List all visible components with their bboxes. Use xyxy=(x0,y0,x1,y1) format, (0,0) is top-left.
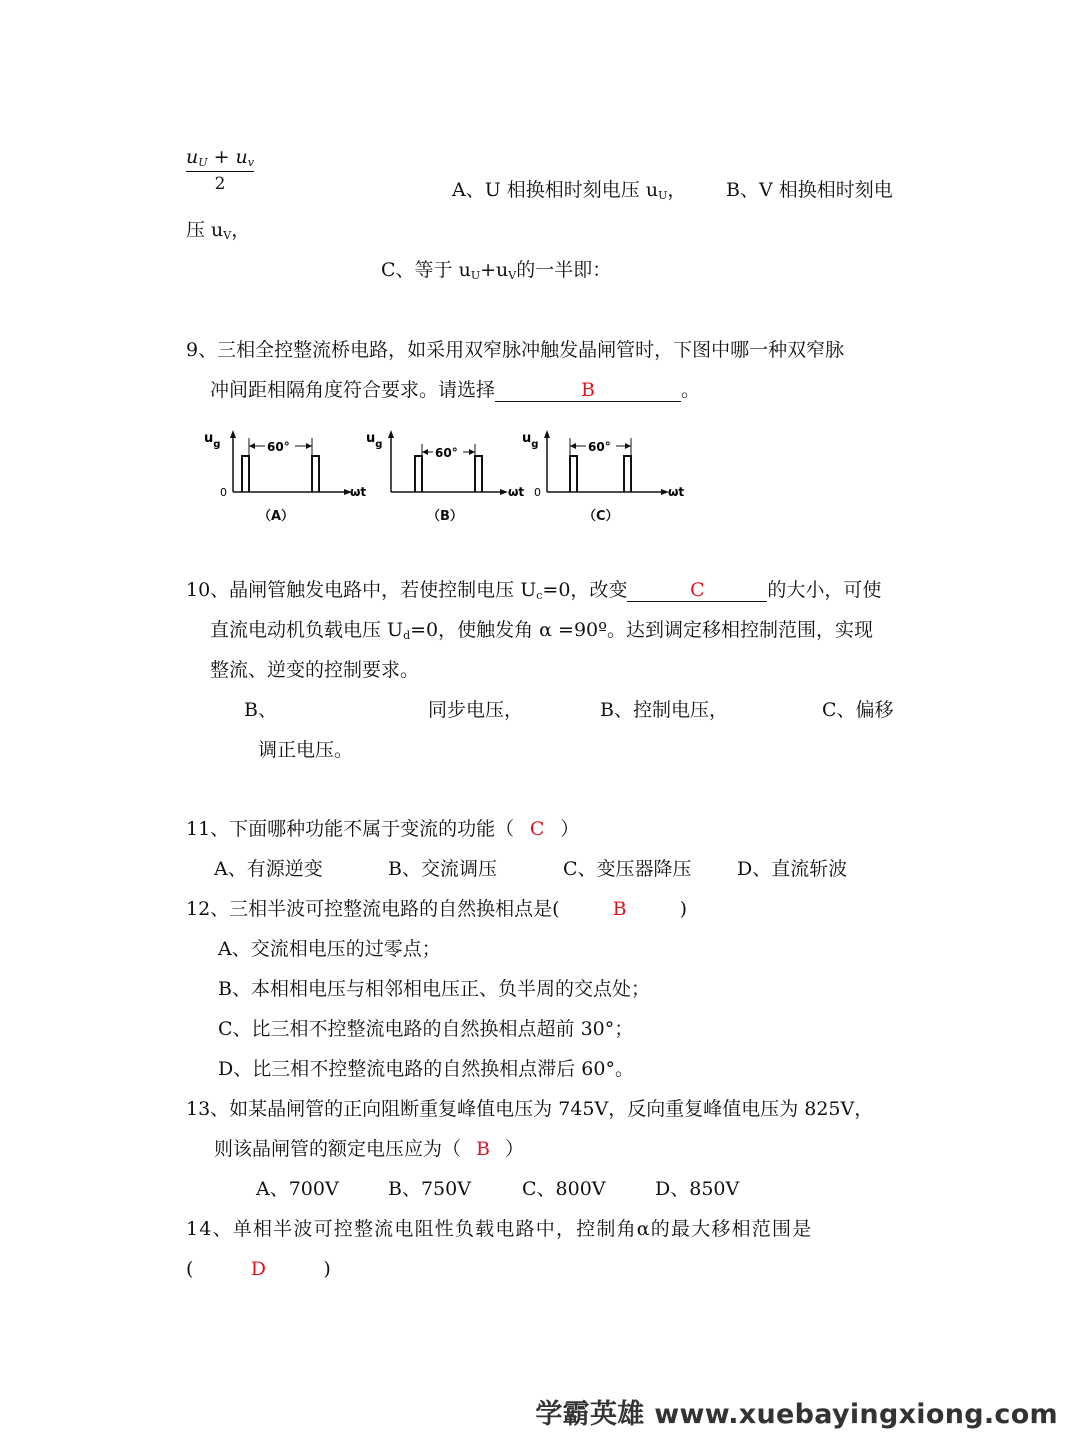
waveform-c xyxy=(520,426,688,511)
origin-label: 0 xyxy=(220,486,227,499)
pulse-2 xyxy=(624,456,631,492)
pulse-1 xyxy=(242,456,249,492)
q10-option-b1-label: B、 xyxy=(244,699,277,721)
q10-answer-blank xyxy=(627,579,767,602)
q12-option-a: A、交流相电压的过零点； xyxy=(218,938,441,960)
q11-option-a: A、有源逆变 xyxy=(214,858,323,880)
q14-question-line1: 14、单相半波可控整流电阻性负载电路中，控制角α的最大移相范围是 xyxy=(186,1218,813,1240)
formula-denominator: 2 xyxy=(214,174,226,194)
origin-label: 0 xyxy=(534,486,541,499)
q11-answer: C xyxy=(529,818,545,840)
q14-question-line2: ( D ) xyxy=(186,1258,331,1280)
waveform-a xyxy=(200,426,368,511)
formula-numerator: $u_U + u_v$ xyxy=(186,146,254,172)
y-label: $u_g$ xyxy=(366,431,383,450)
q10-question-line3: 整流、逆变的控制要求。 xyxy=(210,659,420,681)
angle-label: 60° xyxy=(435,446,458,460)
q11-option-b: B、交流调压 xyxy=(388,858,497,880)
pulse-2 xyxy=(475,456,482,492)
pulse-1 xyxy=(570,456,577,492)
formula-fraction xyxy=(186,146,254,194)
pulse-1 xyxy=(415,456,422,492)
q13-answer: B xyxy=(476,1138,490,1160)
y-label: $u_g$ xyxy=(204,431,221,450)
q13-option-c: C、800V xyxy=(522,1178,606,1200)
y-label: $u_g$ xyxy=(522,431,539,450)
y-axis-arrow xyxy=(230,430,236,438)
x-label: ωt xyxy=(508,485,525,499)
q10-answer: C xyxy=(690,579,705,601)
q10-option-b1: 同步电压， xyxy=(428,699,524,721)
q12-option-b: B、本相相电压与相邻相电压正、负半周的交点处； xyxy=(218,978,650,1000)
q13-option-b: B、750V xyxy=(388,1178,471,1200)
q10-question-line1: 10、晶闸管触发电路中，若使控制电压 $U_c=0$，改变 C 的大小，可使 xyxy=(186,579,882,602)
q13-option-a: A、700V xyxy=(256,1178,339,1200)
q10-option-b2: B、控制电压， xyxy=(600,699,728,721)
angle-label: 60° xyxy=(267,440,290,454)
q8-option-a: A、U 相换相时刻电压 $u_U$， xyxy=(452,179,687,202)
q9-question-line1: 9、三相全控整流桥电路，如采用双窄脉冲触发晶闸管时，下图中哪一种双窄脉 xyxy=(186,339,845,361)
q8-option-c: C、等于 $u_U+u_V$的一半即： xyxy=(381,259,612,282)
q8-option-b-cont: 压 $u_V$， xyxy=(186,219,251,242)
q9-answer: B xyxy=(581,379,595,401)
q10-option-c-cont: 调正电压。 xyxy=(258,739,354,761)
q8-option-b: B、V 相换相时刻电 xyxy=(726,179,893,201)
waveform-b xyxy=(364,426,532,511)
footer-watermark: 学霸英雄 www.xuebayingxiong.com xyxy=(535,1399,1058,1430)
q14-answer: D xyxy=(250,1258,267,1280)
x-label: ωt xyxy=(350,485,367,499)
q11-question: 11、下面哪种功能不属于变流的功能（ C ） xyxy=(186,818,580,840)
q12-option-c: C、比三相不控整流电路的自然换相点超前 30°； xyxy=(218,1018,634,1040)
q13-question-line1: 13、如某晶闸管的正向阻断重复峰值电压为 745V，反向重复峰值电压为 825V， xyxy=(186,1098,874,1120)
q11-option-d: D、直流斩波 xyxy=(737,858,848,880)
q12-option-d: D、比三相不控整流电路的自然换相点滞后 60°。 xyxy=(218,1058,634,1080)
pulse-2 xyxy=(312,456,319,492)
q10-question-line2: 直流电动机负载电压 $U_d=0$，使触发角 α =90º。达到调定移相控制范围，实现 xyxy=(210,619,874,642)
q9-answer-blank xyxy=(495,379,681,402)
q9-question-line2: 冲间距相隔角度符合要求。请选择 B 。 xyxy=(210,379,701,401)
q12-answer: B xyxy=(612,898,627,920)
angle-label: 60° xyxy=(588,440,611,454)
caption-b: （B） xyxy=(427,509,463,524)
x-label: ωt xyxy=(668,485,685,499)
caption-a: （A） xyxy=(258,509,295,524)
q12-question: 12、三相半波可控整流电路的自然换相点是( B ) xyxy=(186,898,688,920)
caption-c: （C） xyxy=(583,509,619,524)
q13-question-line2: 则该晶闸管的额定电压应为（ B ） xyxy=(214,1138,525,1160)
q13-option-d: D、850V xyxy=(655,1178,740,1200)
q10-option-c: C、偏移 xyxy=(822,699,894,721)
q11-option-c: C、变压器降压 xyxy=(563,858,692,880)
